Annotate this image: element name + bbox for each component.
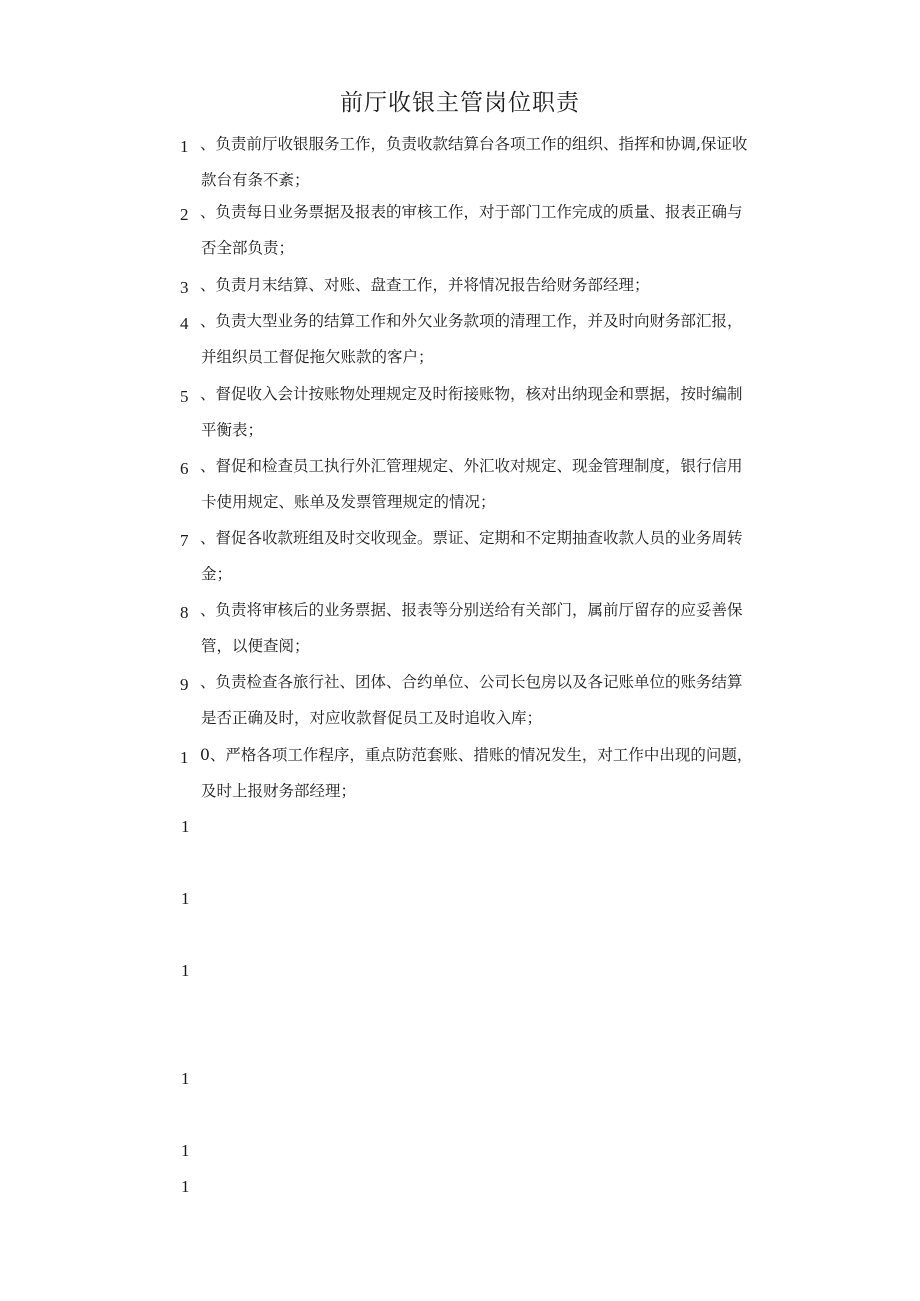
item-number: 6 — [180, 459, 189, 478]
item-number: 5 — [180, 387, 189, 406]
item-text: 、负责月末结算、对账、盘查工作，并将情况报告给财务部经理； — [200, 276, 650, 294]
item-text: 、负责检查各旅行社、团体、合约单位、公司长包房以及各记账单位的账务结算 — [200, 673, 743, 691]
item-text-continued: 否全部负责； — [201, 239, 295, 257]
item-text-continued: 金； — [201, 565, 233, 583]
list-number-stub: 1 — [181, 1141, 190, 1160]
item-text-continued: 是否正确及时，对应收款督促员工及时追收入库； — [201, 709, 543, 727]
item-text-continued: 平衡表； — [201, 421, 264, 439]
item-text-continued: 款台有条不紊； — [201, 171, 310, 189]
item-text: 、督促收入会计按账物处理规定及时衔接账物，核对出纳现金和票据，按时编制 — [200, 385, 743, 403]
list-number-stub: 1 — [181, 1069, 190, 1088]
item-text: 0、严格各项工作程序，重点防范套账、措账的情况发生，对工作中出现的问题， — [200, 746, 753, 764]
item-number: 3 — [180, 278, 189, 297]
list-number-stub: 1 — [181, 817, 190, 836]
list-number-stub: 1 — [181, 1177, 190, 1196]
item-number: 8 — [180, 603, 189, 622]
item-text-continued: 并组织员工督促拖欠账款的客户； — [201, 348, 434, 366]
list-number-stub: 1 — [181, 889, 190, 908]
item-text: 、督促和检查员工执行外汇管理规定、外汇收对规定、现金管理制度，银行信用 — [200, 457, 743, 475]
item-number: 4 — [180, 314, 189, 333]
item-text: 、督促各收款班组及时交收现金。票证、定期和不定期抽查收款人员的业务周转 — [200, 529, 743, 547]
item-number: 7 — [180, 531, 189, 550]
item-number: 1 — [180, 137, 189, 156]
item-text: 、负责每日业务票据及报表的审核工作，对于部门工作完成的质量、报表正确与 — [200, 203, 743, 221]
item-text: 、负责将审核后的业务票据、报表等分别送给有关部门，属前厅留存的应妥善保 — [200, 601, 743, 619]
item-text: 、负责前厅收银服务工作，负责收款结算台各项工作的组织、指挥和协调,保证收 — [200, 135, 748, 153]
item-number: 9 — [180, 675, 189, 694]
item-number: 1 — [180, 748, 198, 767]
page-title: 前厅收银主管岗位职责 — [340, 90, 580, 116]
item-number: 2 — [180, 205, 189, 224]
item-text-continued: 卡使用规定、账单及发票管理规定的情况； — [201, 493, 496, 511]
item-text-continued: 及时上报财务部经理； — [201, 782, 357, 800]
list-number-stub: 1 — [181, 961, 190, 980]
item-text-continued: 管，以便查阅； — [201, 637, 310, 655]
item-text: 、负责大型业务的结算工作和外欠业务款项的清理工作，并及时向财务部汇报， — [200, 312, 743, 330]
